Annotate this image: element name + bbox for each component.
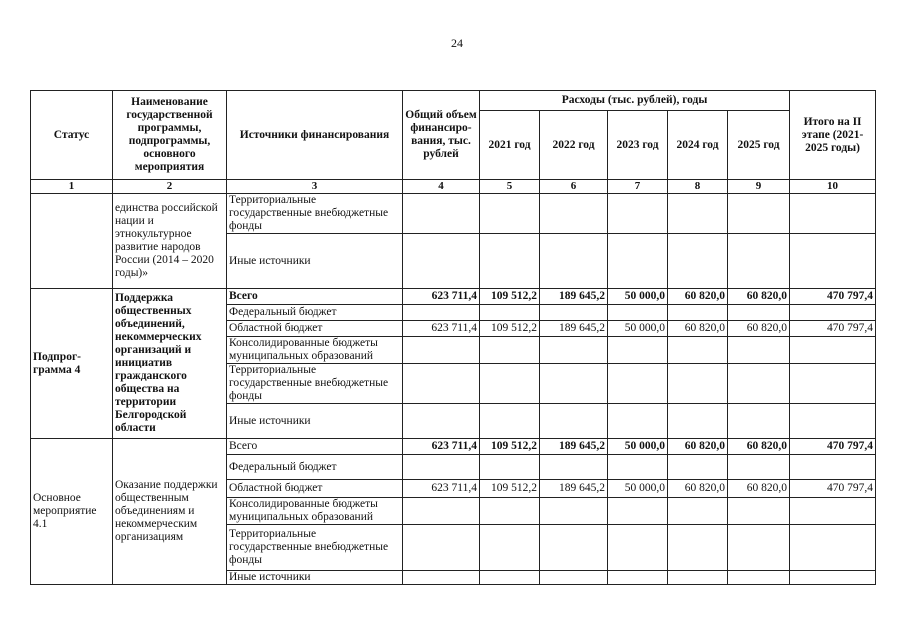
value-cell (668, 194, 728, 234)
year-2022-value: 189 645,2 (540, 480, 608, 498)
value-cell (608, 571, 668, 585)
source-total: Всего (227, 439, 403, 455)
header-stage-total: Итого на II этапе (2021-2025 годы) (790, 91, 876, 180)
source-other: Иные источники (227, 404, 403, 439)
table-row (31, 289, 876, 305)
value-cell (790, 404, 876, 439)
value-cell (668, 364, 728, 404)
header-name: Наименование государственной программы, подпрограммы, основного мероприятия (113, 91, 227, 180)
column-number: 8 (668, 180, 728, 194)
value-cell (668, 305, 728, 321)
year-2022-value: 189 645,2 (540, 321, 608, 337)
value-cell (668, 498, 728, 525)
value-cell (540, 337, 608, 364)
stage-total-value: 470 797,4 (790, 321, 876, 337)
header-year-2023: 2023 год (608, 111, 668, 180)
value-cell (790, 455, 876, 480)
status-cell: Подпрог-грамма 4 (31, 289, 113, 439)
source-territorial: Территориальные государственные внебюджетные фонды (227, 364, 403, 404)
value-cell (668, 337, 728, 364)
value-cell (540, 404, 608, 439)
status-cell (31, 194, 113, 289)
status-cell: Основное мероприятие 4.1 (31, 439, 113, 585)
value-cell (608, 194, 668, 234)
year-2024-value: 60 820,0 (668, 321, 728, 337)
header-status: Статус (31, 91, 113, 180)
value-cell (668, 525, 728, 571)
stage-total-value: 470 797,4 (790, 289, 876, 305)
total-value: 623 711,4 (403, 289, 480, 305)
program-name-cell: Поддержка общественных объединений, некоммерческих организаций и инициатив гражданского общества на территории Белгородской области (113, 289, 227, 439)
program-name-cell: единства российской нации и этнокультурное развитие народов России (2014 – 2020 годы)» (113, 194, 227, 289)
value-cell (540, 234, 608, 289)
year-2021-value: 109 512,2 (480, 289, 540, 305)
value-cell (790, 364, 876, 404)
value-cell (728, 364, 790, 404)
source-total: Всего (227, 289, 403, 305)
value-cell (728, 571, 790, 585)
value-cell (728, 337, 790, 364)
page-number: 24 (451, 36, 463, 50)
value-cell (540, 498, 608, 525)
value-cell (540, 455, 608, 480)
year-2023-value: 50 000,0 (608, 480, 668, 498)
column-number: 4 (403, 180, 480, 194)
header-year-2022: 2022 год (540, 111, 608, 180)
year-2022-value: 189 645,2 (540, 439, 608, 455)
column-number: 7 (608, 180, 668, 194)
value-cell (403, 455, 480, 480)
header-total: Общий объем финансиро-вания, тыс. рублей (403, 91, 480, 180)
value-cell (668, 234, 728, 289)
value-cell (790, 525, 876, 571)
column-number: 3 (227, 180, 403, 194)
value-cell (480, 571, 540, 585)
value-cell (728, 525, 790, 571)
value-cell (403, 234, 480, 289)
table-row (31, 194, 876, 234)
value-cell (668, 571, 728, 585)
source-municipal: Консолидированные бюджеты муниципальных образований (227, 498, 403, 525)
source-federal: Федеральный бюджет (227, 455, 403, 480)
value-cell (728, 404, 790, 439)
value-cell (790, 305, 876, 321)
header-year-2021: 2021 год (480, 111, 540, 180)
column-number: 2 (113, 180, 227, 194)
value-cell (608, 498, 668, 525)
column-number-row (31, 180, 876, 194)
year-2021-value: 109 512,2 (480, 439, 540, 455)
value-cell (728, 455, 790, 480)
value-cell (728, 305, 790, 321)
year-2024-value: 60 820,0 (668, 289, 728, 305)
year-2022-value: 189 645,2 (540, 289, 608, 305)
source-other: Иные источники (227, 234, 403, 289)
total-value: 623 711,4 (403, 439, 480, 455)
value-cell (608, 404, 668, 439)
value-cell (480, 404, 540, 439)
year-2024-value: 60 820,0 (668, 480, 728, 498)
year-2021-value: 109 512,2 (480, 321, 540, 337)
value-cell (480, 364, 540, 404)
value-cell (403, 404, 480, 439)
value-cell (403, 337, 480, 364)
value-cell (540, 194, 608, 234)
column-number: 1 (31, 180, 113, 194)
source-territorial: Территориальные государственные внебюджетные фонды (227, 525, 403, 571)
value-cell (403, 571, 480, 585)
table-row (31, 439, 876, 455)
column-number: 9 (728, 180, 790, 194)
year-2025-value: 60 820,0 (728, 439, 790, 455)
header-row (31, 91, 876, 111)
source-regional: Областной бюджет (227, 321, 403, 337)
value-cell (540, 305, 608, 321)
value-cell (540, 525, 608, 571)
column-number: 6 (540, 180, 608, 194)
value-cell (480, 194, 540, 234)
column-number: 10 (790, 180, 876, 194)
value-cell (668, 455, 728, 480)
source-federal: Федеральный бюджет (227, 305, 403, 321)
value-cell (540, 364, 608, 404)
header-expenses: Расходы (тыс. рублей), годы (480, 91, 790, 111)
year-2024-value: 60 820,0 (668, 439, 728, 455)
year-2023-value: 50 000,0 (608, 289, 668, 305)
value-cell (668, 404, 728, 439)
value-cell (790, 498, 876, 525)
value-cell (790, 571, 876, 585)
year-2025-value: 60 820,0 (728, 289, 790, 305)
value-cell (790, 337, 876, 364)
budget-table (30, 90, 876, 585)
value-cell (790, 194, 876, 234)
value-cell (728, 194, 790, 234)
stage-total-value: 470 797,4 (790, 480, 876, 498)
header-year-2025: 2025 год (728, 111, 790, 180)
column-number: 5 (480, 180, 540, 194)
value-cell (403, 364, 480, 404)
year-2021-value: 109 512,2 (480, 480, 540, 498)
value-cell (480, 498, 540, 525)
value-cell (608, 364, 668, 404)
value-cell (608, 455, 668, 480)
total-value: 623 711,4 (403, 321, 480, 337)
source-territorial: Территориальные государственные внебюджетные фонды (227, 194, 403, 234)
year-2025-value: 60 820,0 (728, 321, 790, 337)
year-2023-value: 50 000,0 (608, 321, 668, 337)
value-cell (608, 234, 668, 289)
value-cell (540, 571, 608, 585)
year-2025-value: 60 820,0 (728, 480, 790, 498)
value-cell (608, 525, 668, 571)
source-regional: Областной бюджет (227, 480, 403, 498)
value-cell (608, 305, 668, 321)
header-sources: Источники финансирования (227, 91, 403, 180)
value-cell (480, 234, 540, 289)
value-cell (480, 455, 540, 480)
value-cell (480, 337, 540, 364)
value-cell (480, 305, 540, 321)
program-name-cell: Оказание поддержки общественным объединениям и некоммерческим организациям (113, 439, 227, 585)
value-cell (790, 234, 876, 289)
header-year-2024: 2024 год (668, 111, 728, 180)
value-cell (728, 498, 790, 525)
value-cell (480, 525, 540, 571)
value-cell (403, 525, 480, 571)
value-cell (403, 305, 480, 321)
stage-total-value: 470 797,4 (790, 439, 876, 455)
value-cell (403, 194, 480, 234)
source-municipal: Консолидированные бюджеты муниципальных образований (227, 337, 403, 364)
source-other: Иные источники (227, 571, 403, 585)
value-cell (608, 337, 668, 364)
value-cell (728, 234, 790, 289)
total-value: 623 711,4 (403, 480, 480, 498)
value-cell (403, 498, 480, 525)
year-2023-value: 50 000,0 (608, 439, 668, 455)
